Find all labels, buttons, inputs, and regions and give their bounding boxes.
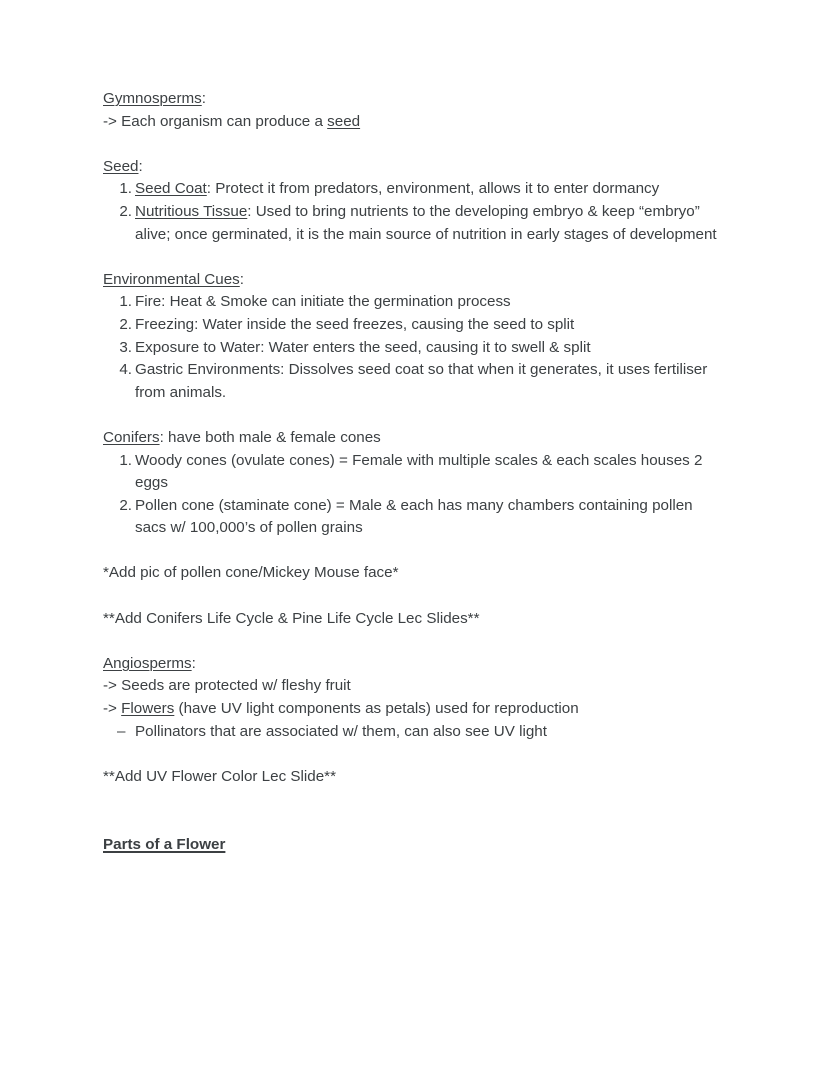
spacer: [103, 743, 725, 766]
list-item: [103, 201, 725, 246]
conifers-heading-label: Conifers: [103, 428, 160, 446]
list-item: Gastric Environments: Dissolves seed coat so that when it generates, it uses fertiliser from animals.: [135, 361, 708, 401]
gymnosperms-heading: [103, 88, 725, 111]
angiosperms-heading-colon: :: [191, 654, 196, 672]
environmental-cues-heading-colon: :: [239, 270, 244, 288]
seed-list: [103, 178, 725, 246]
seed-item-1-term: Seed Coat: [135, 180, 207, 198]
seed-item-2-rest: : Used to bring nutrients to the developing embryo & keep “embryo” alive; once germinated, it is the main source of nutrition in early stages of development: [135, 202, 717, 243]
angiosperms-line-1: -> Seeds are protected w/ fleshy fruit: [103, 677, 351, 695]
spacer: [103, 811, 725, 834]
angiosperms-line-2-prefix: ->: [103, 700, 122, 718]
list-item: Fire: Heat & Smoke can initiate the germination process: [135, 293, 511, 311]
gymnosperms-line-1-prefix: -> Each organism can produce a: [103, 112, 328, 130]
seed-item-2-term: Nutritious Tissue: [135, 202, 248, 220]
parts-of-a-flower-heading: [103, 834, 725, 857]
angiosperms-sub-list: [103, 721, 725, 744]
parts-of-a-flower-label: Parts of a Flower: [103, 835, 226, 853]
spacer: [103, 788, 725, 811]
list-item: Freezing: Water inside the seed freezes, causing the seed to split: [135, 315, 575, 333]
conifers-list: [103, 450, 725, 540]
gymnosperms-line-1: [103, 111, 725, 134]
note-uv-flower: **Add UV Flower Color Lec Slide**: [103, 767, 336, 785]
gymnosperms-heading-colon: :: [201, 90, 206, 107]
angiosperms-heading-label: Angiosperms: [103, 654, 192, 672]
list-item: [103, 178, 725, 201]
seed-item-1-rest: : Protect it from predators, environment, allows it to enter dormancy: [206, 180, 660, 198]
gymnosperms-heading-label: Gymnosperms: [103, 90, 202, 107]
spacer: [103, 404, 725, 427]
spacer: [103, 630, 725, 653]
document-body: [103, 88, 725, 856]
angiosperms-line-2-flowers: Flowers: [121, 700, 175, 718]
spacer: [103, 540, 725, 563]
conifers-heading: [103, 427, 725, 450]
gymnosperms-line-1-seed: seed: [327, 112, 361, 130]
seed-heading-label: Seed: [103, 157, 139, 175]
environmental-cues-list: [103, 291, 725, 404]
spacer: [103, 246, 725, 269]
environmental-cues-heading-label: Environmental Cues: [103, 270, 240, 288]
angiosperms-line-2: [103, 698, 725, 721]
angiosperms-line-2-rest: (have UV light components as petals) used for reproduction: [174, 700, 579, 718]
list-item: – Pollinators that are associated w/ them, can also see UV light: [103, 721, 725, 744]
list-item: Woody cones (ovulate cones) = Female with multiple scales & each scales houses 2 eggs: [135, 451, 703, 492]
conifers-heading-rest: : have both male & female cones: [159, 428, 381, 446]
environmental-cues-heading: [103, 269, 725, 292]
angiosperms-heading: [103, 653, 725, 676]
list-item: Pollen cone (staminate cone) = Male & each has many chambers containing pollen sacs w/ 100,000’s of pollen grains: [135, 496, 693, 537]
note-life-cycle: **Add Conifers Life Cycle & Pine Life Cycle Lec Slides**: [103, 609, 480, 627]
seed-heading-colon: :: [138, 157, 143, 175]
list-item: Exposure to Water: Water enters the seed, causing it to swell & split: [135, 338, 591, 356]
spacer: [103, 585, 725, 608]
spacer: [103, 133, 725, 156]
note-pollen-cone: *Add pic of pollen cone/Mickey Mouse face*: [103, 564, 399, 582]
seed-heading: [103, 156, 725, 179]
